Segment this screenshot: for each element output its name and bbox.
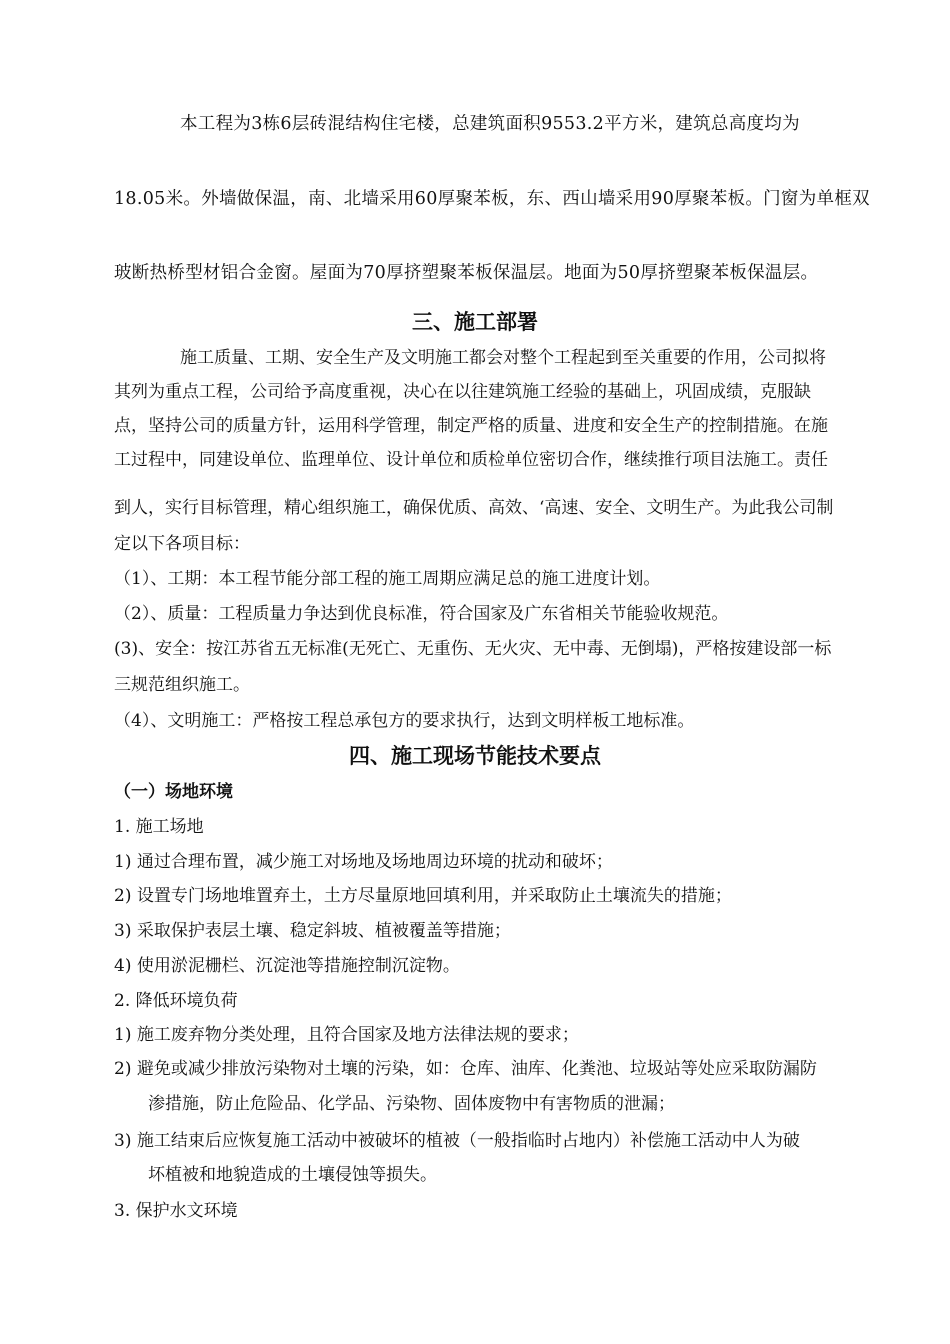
- intro-line-1: 本工程为3栋6层砖混结构住宅楼，总建筑面积9553.2平方米，建筑总高度均为: [180, 114, 800, 134]
- list-item-continuation: 坏植被和地貌造成的土壤侵蚀等损失。: [148, 1165, 437, 1185]
- list-item: 4) 使用淤泥栅栏、沉淀池等措施控制沉淀物。: [114, 956, 460, 976]
- section-3-para-line: 到人，实行目标管理，精心组织施工，确保优质、高效、‘高速、安全、文明生产。为此我公司制: [114, 498, 834, 518]
- intro-line-3: 玻断热桥型材铝合金窗。屋面为70厚挤塑聚苯板保温层。地面为50厚挤塑聚苯板保温层。: [114, 263, 819, 283]
- subsection-heading: （一）场地环境: [114, 782, 233, 802]
- goal-item: 三规范组织施工。: [114, 675, 250, 695]
- list-item-continuation: 渗措施，防止危险品、化学品、污染物、固体废物中有害物质的泄漏；: [148, 1094, 675, 1114]
- goal-item: （2）、质量：工程质量力争达到优良标准，符合国家及广东省相关节能验收规范。: [114, 604, 729, 624]
- goal-item: （4）、文明施工：严格按工程总承包方的要求执行，达到文明样板工地标准。: [114, 711, 695, 731]
- list-item: 2) 避免或减少排放污染物对土壤的污染，如：仓库、油库、化粪池、垃圾站等处应采取防漏防: [114, 1059, 817, 1079]
- goal-item: （1）、工期：本工程节能分部工程的施工周期应满足总的施工进度计划。: [114, 569, 661, 589]
- section-3-para-line: 点，坚持公司的质量方针，运用科学管理，制定严格的质量、进度和安全生产的控制措施。在施: [114, 416, 828, 436]
- list-item: 3) 施工结束后应恢复施工活动中被破坏的植被（一般指临时占地内）补偿施工活动中人为破: [114, 1131, 800, 1151]
- intro-line-2: 18.05米。外墙做保温，南、北墙采用60厚聚苯板，东、西山墙采用90厚聚苯板。门窗为单框双: [114, 189, 870, 209]
- section-3-para-line: 定以下各项目标：: [114, 534, 250, 554]
- list-heading: 1. 施工场地: [114, 817, 204, 837]
- section-3-para-line: 其列为重点工程，公司给予高度重视，决心在以往建筑施工经验的基础上，巩固成绩，克服缺: [114, 382, 811, 402]
- list-item: 1) 施工废弃物分类处理，且符合国家及地方法律法规的要求；: [114, 1025, 579, 1045]
- section-3-para-line: 工过程中，同建设单位、监理单位、设计单位和质检单位密切合作，继续推行项目法施工。责任: [114, 450, 828, 470]
- goal-item: (3)、安全：按江苏省五无标准(无死亡、无重伤、无火灾、无中毒、无倒塌)，严格按建设部一标: [114, 639, 832, 659]
- list-heading: 2. 降低环境负荷: [114, 991, 238, 1011]
- list-item: 1) 通过合理布置，减少施工对场地及场地周边环境的扰动和破坏；: [114, 852, 613, 872]
- section-3-para-line: 施工质量、工期、安全生产及文明施工都会对整个工程起到至关重要的作用，公司拟将: [180, 348, 826, 368]
- section-3-heading: 三、施工部署: [412, 309, 538, 334]
- section-4-heading: 四、施工现场节能技术要点: [349, 743, 601, 768]
- list-item: 2) 设置专门场地堆置弃土，土方尽量原地回填利用，并采取防止土壤流失的措施；: [114, 886, 732, 906]
- list-item: 3) 采取保护表层土壤、稳定斜坡、植被覆盖等措施；: [114, 921, 511, 941]
- list-heading: 3. 保护水文环境: [114, 1201, 238, 1221]
